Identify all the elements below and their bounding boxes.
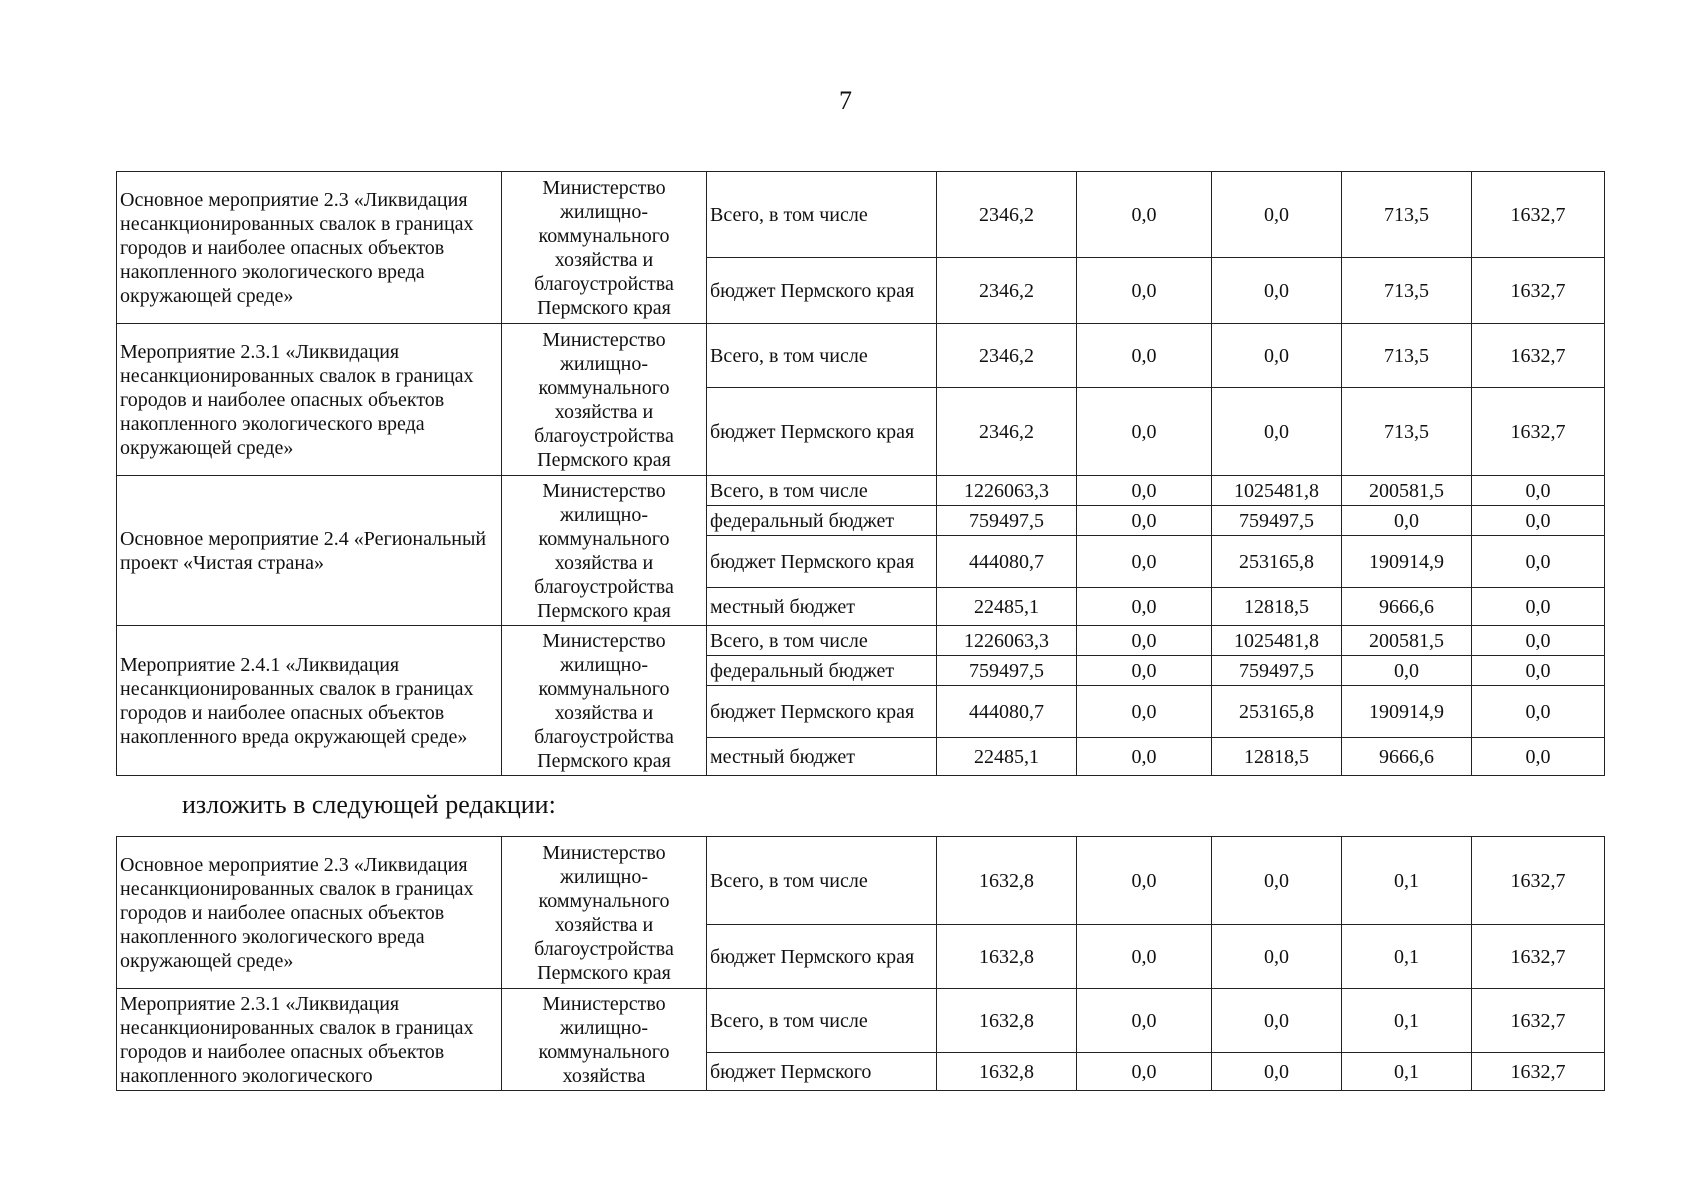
funding-source: местный бюджет [707,588,937,626]
amount-total: 1226063,3 [937,476,1077,506]
amount-year-4: 0,0 [1472,588,1605,626]
amount-year-1: 0,0 [1077,686,1212,738]
amount-total: 2346,2 [937,258,1077,324]
amount-year-1: 0,0 [1077,388,1212,476]
amount-year-3: 200581,5 [1342,476,1472,506]
funding-source: бюджет Пермского [707,1053,937,1091]
amount-total: 1632,8 [937,1053,1077,1091]
amount-year-4: 1632,7 [1472,989,1605,1053]
table-row [117,837,1605,925]
page-number: 7 [839,86,852,115]
amount-year-1: 0,0 [1077,476,1212,506]
funding-source: Всего, в том числе [707,172,937,258]
table-row [117,476,1605,506]
amount-year-4: 1632,7 [1472,172,1605,258]
amount-year-2: 0,0 [1212,258,1342,324]
amount-year-2: 12818,5 [1212,738,1342,776]
amount-year-1: 0,0 [1077,989,1212,1053]
amount-year-4: 1632,7 [1472,324,1605,388]
amount-year-3: 713,5 [1342,258,1472,324]
amount-total: 2346,2 [937,324,1077,388]
amount-total: 1632,8 [937,989,1077,1053]
amount-year-3: 0,0 [1342,656,1472,686]
amount-year-2: 1025481,8 [1212,626,1342,656]
amount-year-4: 0,0 [1472,506,1605,536]
funding-source: Всего, в том числе [707,837,937,925]
amount-year-1: 0,0 [1077,324,1212,388]
amount-year-1: 0,0 [1077,626,1212,656]
table-row [117,626,1605,656]
amount-year-3: 0,0 [1342,506,1472,536]
amount-year-4: 0,0 [1472,476,1605,506]
funding-source: бюджет Пермского края [707,536,937,588]
funding-source: федеральный бюджет [707,506,937,536]
amount-year-3: 9666,6 [1342,588,1472,626]
amount-year-4: 1632,7 [1472,388,1605,476]
amount-year-2: 0,0 [1212,1053,1342,1091]
funding-source: Всего, в том числе [707,989,937,1053]
funding-source: Всего, в том числе [707,476,937,506]
amount-year-2: 0,0 [1212,837,1342,925]
amount-year-2: 1025481,8 [1212,476,1342,506]
amount-year-4: 0,0 [1472,626,1605,656]
funding-source: Всего, в том числе [707,324,937,388]
funding-source: бюджет Пермского края [707,686,937,738]
amount-total: 444080,7 [937,536,1077,588]
activity-name: Мероприятие 2.3.1 «Ликвидация несанкционированных свалок в границах городов и наиболее опасных объектов накопленного экологического вреда окружающей среде» [117,324,502,476]
amount-year-4: 0,0 [1472,738,1605,776]
amount-year-3: 713,5 [1342,388,1472,476]
amount-year-4: 1632,7 [1472,925,1605,989]
amount-year-1: 0,0 [1077,536,1212,588]
amount-total: 1632,8 [937,837,1077,925]
funding-source: федеральный бюджет [707,656,937,686]
amount-total: 1632,8 [937,925,1077,989]
activity-name: Мероприятие 2.4.1 «Ликвидация несанкционированных свалок в границах городов и наиболее опасных объектов накопленного вреда окружающей среде» [117,626,502,776]
funding-source: Всего, в том числе [707,626,937,656]
table-row [117,172,1605,258]
amount-year-2: 0,0 [1212,989,1342,1053]
funding-source: бюджет Пермского края [707,925,937,989]
funding-source: местный бюджет [707,738,937,776]
budget-table-original [116,171,1605,776]
amount-year-4: 1632,7 [1472,258,1605,324]
executor-name: Министерство жилищно-коммунального хозяйства и благоустройства Пермского края [502,324,707,476]
amount-year-3: 0,1 [1342,925,1472,989]
amount-year-4: 0,0 [1472,536,1605,588]
amount-year-2: 0,0 [1212,388,1342,476]
amount-year-2: 12818,5 [1212,588,1342,626]
amount-year-1: 0,0 [1077,258,1212,324]
amount-year-3: 713,5 [1342,172,1472,258]
amount-year-4: 1632,7 [1472,1053,1605,1091]
amount-year-3: 713,5 [1342,324,1472,388]
executor-name: Министерство жилищно-коммунального хозяйства и благоустройства Пермского края [502,172,707,324]
amount-year-3: 0,1 [1342,837,1472,925]
amount-year-1: 0,0 [1077,1053,1212,1091]
table-row [117,324,1605,388]
funding-source: бюджет Пермского края [707,388,937,476]
amount-total: 444080,7 [937,686,1077,738]
amount-year-1: 0,0 [1077,172,1212,258]
amount-year-2: 253165,8 [1212,536,1342,588]
amount-total: 1226063,3 [937,626,1077,656]
amount-year-3: 9666,6 [1342,738,1472,776]
amount-total: 759497,5 [937,506,1077,536]
amount-year-1: 0,0 [1077,506,1212,536]
amount-year-3: 190914,9 [1342,686,1472,738]
amount-year-4: 1632,7 [1472,837,1605,925]
executor-name: Министерство жилищно-коммунального хозяйства и благоустройства Пермского края [502,837,707,989]
amount-total: 2346,2 [937,172,1077,258]
amount-total: 759497,5 [937,656,1077,686]
executor-name: Министерство жилищно-коммунального хозяйства и благоустройства Пермского края [502,476,707,626]
amount-year-4: 0,0 [1472,686,1605,738]
amount-year-3: 190914,9 [1342,536,1472,588]
amount-year-2: 0,0 [1212,925,1342,989]
amount-year-1: 0,0 [1077,738,1212,776]
funding-source: бюджет Пермского края [707,258,937,324]
executor-name: Министерство жилищно-коммунального хозяйства [502,989,707,1091]
amount-year-1: 0,0 [1077,588,1212,626]
amount-total: 22485,1 [937,738,1077,776]
amount-year-2: 0,0 [1212,172,1342,258]
amount-year-2: 759497,5 [1212,506,1342,536]
amount-year-2: 253165,8 [1212,686,1342,738]
table-row [117,989,1605,1053]
executor-name: Министерство жилищно-коммунального хозяйства и благоустройства Пермского края [502,626,707,776]
amount-year-2: 759497,5 [1212,656,1342,686]
amount-total: 22485,1 [937,588,1077,626]
amount-year-1: 0,0 [1077,656,1212,686]
amount-year-4: 0,0 [1472,656,1605,686]
amount-year-1: 0,0 [1077,837,1212,925]
budget-table-amended [116,836,1605,1091]
activity-name: Мероприятие 2.3.1 «Ликвидация несанкционированных свалок в границах городов и наиболее опасных объектов накопленного экологического [117,989,502,1091]
amount-year-1: 0,0 [1077,925,1212,989]
amount-total: 2346,2 [937,388,1077,476]
amount-year-3: 0,1 [1342,989,1472,1053]
activity-name: Основное мероприятие 2.4 «Региональный проект «Чистая страна» [117,476,502,626]
activity-name: Основное мероприятие 2.3 «Ликвидация несанкционированных свалок в границах городов и наиболее опасных объектов накопленного экологического вреда окружающей среде» [117,837,502,989]
amount-year-3: 0,1 [1342,1053,1472,1091]
amount-year-3: 200581,5 [1342,626,1472,656]
amount-year-2: 0,0 [1212,324,1342,388]
amendment-instruction: изложить в следующей редакции: [182,790,556,819]
activity-name: Основное мероприятие 2.3 «Ликвидация несанкционированных свалок в границах городов и наиболее опасных объектов накопленного экологического вреда окружающей среде» [117,172,502,324]
